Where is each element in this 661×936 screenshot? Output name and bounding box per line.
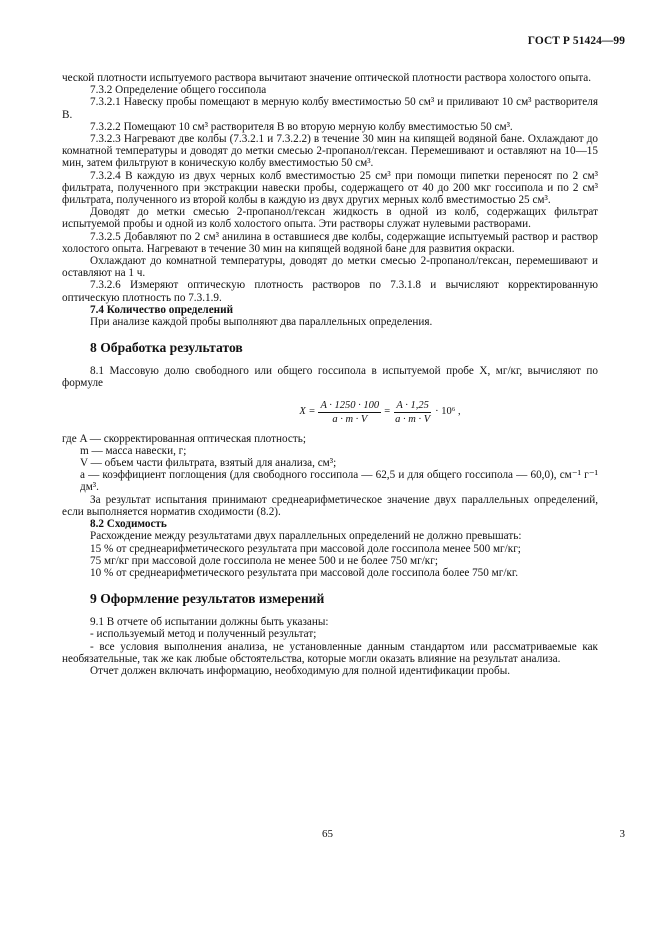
- paragraph-7-3-2-3: 7.3.2.3 Нагревают две колбы (7.3.2.1 и 7.3.2.2) в течение 30 мин на кипящей водяной бане. Охлаждают до комнатной температуры и доводят до метки смесью 2-пропанол/гексан. Перемешивают и оставляют на 10—15 мин, затем фильтруют в коническую колбу вместимостью 50 см³.: [62, 133, 598, 170]
- paragraph-7-3-2-5: 7.3.2.5 Добавляют по 2 см³ анилина в оставшиеся две колбы, содержащие испытуемый раствор и раствор холостого опыта. Нагревают в течение 30 мин на кипящей водяной бане для развития окраски.: [62, 230, 598, 255]
- definition-A: где A — скорректированная оптическая плотность;: [62, 432, 306, 445]
- paragraph-7-3-2-6: 7.3.2.6 Измеряют оптическую плотность растворов по 7.3.1.8 и вычисляют корректированную оптическую плотность по 7.3.1.9.: [62, 279, 598, 304]
- definition-V: V — объем части фильтрата, взятый для анализа, см³;: [80, 457, 337, 470]
- page-number: 65: [322, 828, 333, 840]
- formula-fraction-1-numerator: A · 1250 · 100: [320, 399, 380, 411]
- paragraph-7-3-2-2: 7.3.2.2 Помещают 10 см³ растворителя B во вторую мерную колбу вместимостью 50 см³.: [90, 120, 513, 133]
- paragraph-8-2-item-1: 15 % от среднеарифметического результата при массовой доле госсипола менее 500 мг/кг;: [90, 542, 521, 555]
- sheet-number: 3: [619, 828, 625, 840]
- document-header-code: ГОСТ Р 51424—99: [527, 35, 625, 47]
- paragraph-8-1: 8.1 Массовую долю свободного или общего госсипола в испытуемой пробе X, мг/кг, вычисляют по формуле: [62, 365, 598, 390]
- paragraph-7-3-2-4: 7.3.2.4 В каждую из двух черных колб вместимостью 25 см³ при помощи пипетки переносят по 2 см³ фильтрата, полученного при экстракции навески пробы, содержащего от 40 до 200 мкг госсипола и по 2 см³ фильтрата, полученного из второй колбы в каждую из двух других мерных колб вместимостью 25 см³.: [62, 169, 598, 207]
- section-8-heading: 8 Обработка результатов: [90, 340, 243, 356]
- paragraph-8-2-item-2: 75 мг/кг при массовой доле госсипола не менее 500 и не более 750 мг/кг;: [90, 554, 438, 567]
- formula-fraction-1-denominator: a · m · V: [332, 413, 368, 425]
- formula-lhs: X =: [299, 406, 316, 418]
- subsection-7-4-title: 7.4 Количество определений: [90, 303, 234, 316]
- gossypol-formula: [162, 400, 598, 425]
- paragraph-continuation: ческой плотности испытуемого раствора вычитают значение оптической плотности раствора холостого опыта.: [62, 72, 592, 84]
- paragraph-7-4: При анализе каждой пробы выполняют два параллельных определения.: [90, 316, 433, 329]
- formula-fraction-2-numerator: A · 1,25: [396, 399, 429, 411]
- formula-tail: · 10⁶ ,: [435, 406, 461, 418]
- document-body: [62, 72, 598, 677]
- paragraph-8-2-item-3: 10 % от среднеарифметического результата при массовой доле госсипола более 750 мг/кг.: [90, 566, 518, 579]
- paragraph-9-1-item-2: - все условия выполнения анализа, не установленные данным стандартом или рассматриваемые как необязательные, так же как любые обстоятельства, которые могли оказать влияние на результат анализа.: [62, 640, 598, 665]
- paragraph-7-3-2-4-continued: Доводят до метки смесью 2-пропанол/гексан жидкость в одной из колб, содержащих фильтрат испытуемой пробы и одной из колб холостого опыта. Эти растворы служат нулевыми растворами.: [62, 206, 598, 231]
- paragraph-9-1-item-3: Отчет должен включать информацию, необходимую для полной идентификации пробы.: [90, 664, 511, 677]
- section-9-heading: 9 Оформление результатов измерений: [90, 591, 325, 607]
- definition-a: a — коэффициент поглощения (для свободного госсипола — 62,5 и для общего госсипола — 60,0), см⁻¹ г⁻¹ дм³.: [80, 469, 598, 494]
- subsection-8-2-title: 8.2 Сходимость: [90, 518, 167, 531]
- subsection-7-3-2-title: 7.3.2 Определение общего госсипола: [90, 84, 267, 97]
- paragraph-7-3-2-1: 7.3.2.1 Навеску пробы помещают в мерную колбу вместимостью 50 см³ и приливают 10 см³ растворителя B.: [62, 96, 598, 121]
- paragraph-9-1-item-1: - используемый метод и полученный результат;: [90, 628, 317, 641]
- paragraph-9-1: 9.1 В отчете об испытании должны быть указаны:: [90, 616, 329, 629]
- definition-m: m — масса навески, г;: [80, 444, 187, 457]
- formula-fraction-2-denominator: a · m · V: [395, 413, 431, 425]
- formula-fraction-1: [318, 400, 381, 425]
- formula-definitions: [62, 433, 598, 494]
- formula-fraction-2: [393, 400, 432, 425]
- paragraph-8-2: Расхождение между результатами двух параллельных определений не должно превышать:: [90, 530, 522, 543]
- formula-equals: =: [384, 406, 391, 418]
- paragraph-8-1-result: За результат испытания принимают среднеарифметическое значение двух параллельных определений, если выполняется норматив сходимости (8.2).: [62, 493, 598, 518]
- paragraph-7-3-2-5-continued: Охлаждают до комнатной температуры, доводят до метки смесью 2-пропанол/гексан, перемешивают и оставляют на 1 ч.: [62, 255, 598, 280]
